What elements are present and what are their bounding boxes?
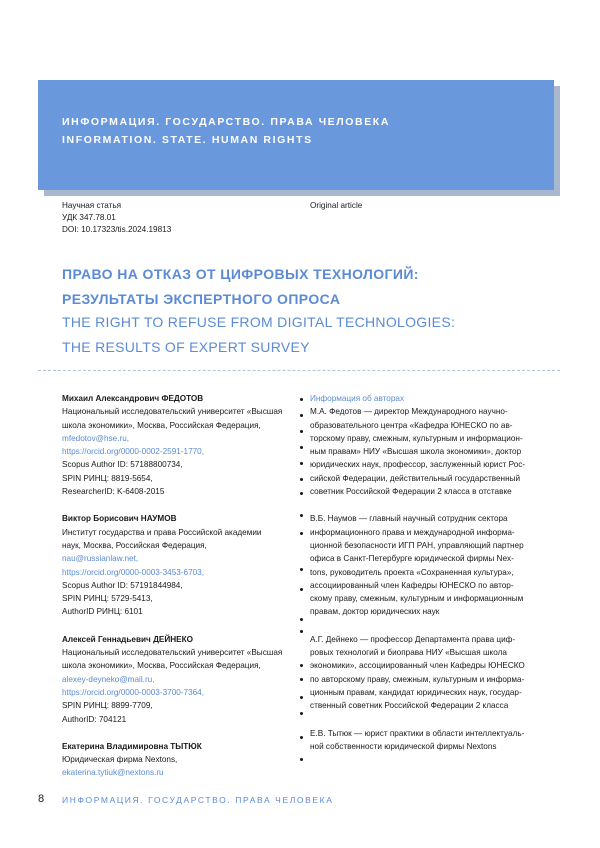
separator-dot	[300, 532, 303, 535]
author-info-column	[310, 392, 554, 767]
separator-dot	[300, 414, 303, 417]
doi: DOI: 10.17323/tis.2024.19813	[62, 225, 172, 234]
authors-column	[62, 392, 290, 794]
separator-dot	[300, 712, 303, 715]
bio-line: офиса в Санкт-Петербурге юридической фирмы Nex-	[310, 554, 514, 564]
author-block	[62, 512, 290, 618]
bio-line: tons, руководитель проекта «Сохраненная культура»,	[310, 567, 514, 577]
separator-dot	[300, 758, 303, 761]
article-type-en: Original article	[310, 201, 363, 210]
article-meta	[62, 200, 171, 236]
banner-title-en: INFORMATION. STATE. HUMAN RIGHTS	[62, 134, 313, 146]
page-number: 8	[38, 793, 45, 805]
author-link[interactable]: https://orcid.org/0000-0003-3700-7364,	[62, 687, 205, 697]
separator-dot	[300, 446, 303, 449]
author-link[interactable]: https://orcid.org/0000-0002-2591-1770,	[62, 447, 205, 457]
separator-dot	[300, 588, 303, 591]
divider-rule	[38, 370, 560, 371]
udk: УДК 347.78.01	[62, 213, 116, 222]
separator-dot	[300, 568, 303, 571]
footer-journal-title: ИНФОРМАЦИЯ. ГОСУДАРСТВО. ПРАВА ЧЕЛОВЕКА	[62, 795, 334, 805]
author-link[interactable]: https://orcid.org/0000-0003-3453-6703,	[62, 567, 205, 577]
author-detail: AuthorID РИНЦ: 6101	[62, 607, 143, 617]
separator-dot	[300, 678, 303, 681]
author-detail: SPIN РИНЦ: 8899-7709,	[62, 701, 153, 711]
bio-line: ционным правам, кандидат юридических наук, государ-	[310, 687, 522, 697]
author-name: Екатерина Владимировна ТЫТЮК	[62, 741, 202, 751]
bio-line: юридических наук, профессор, заслуженный юрист Рос-	[310, 460, 526, 470]
title-en-line2: THE RESULTS OF EXPERT SURVEY	[62, 339, 310, 355]
author-block	[62, 740, 290, 780]
bio-line: ной собственности юридической фирмы Nextons	[310, 741, 497, 751]
separator-dot	[300, 478, 303, 481]
separator-dot	[300, 398, 303, 401]
bio-line: советник Российской Федерации 2 класса в отставке	[310, 487, 512, 497]
article-type-ru: Научная статья	[62, 201, 122, 210]
author-info-heading: Информация об авторах	[310, 394, 405, 403]
author-block	[62, 633, 290, 726]
author-link[interactable]: mfedotov@hse.ru,	[62, 433, 130, 443]
author-detail: Scopus Author ID: 57191844984,	[62, 580, 183, 590]
separator-dot	[300, 696, 303, 699]
separator-dot	[300, 618, 303, 621]
author-name: Михаил Александрович ФЕДОТОВ	[62, 394, 204, 403]
bio-line: скому праву, смежным, культурным и информационным	[310, 594, 524, 604]
separator-dot	[300, 430, 303, 433]
author-bio	[310, 512, 554, 618]
author-bio	[310, 633, 554, 713]
author-detail: наук, Москва, Российская Федерация,	[62, 540, 207, 550]
bio-line: ционной безопасности ИГП РАН, управляющий партнер	[310, 540, 524, 550]
author-detail: школа экономики», Москва, Российская Федерация,	[62, 661, 261, 671]
author-detail: Национальный исследовательский университет «Высшая	[62, 648, 283, 658]
bio-line: ственный советник Российской Федерации 2 класса	[310, 701, 509, 711]
author-detail: Юридическая фирма Nextons,	[62, 755, 178, 765]
author-link[interactable]: ekaterina.tytiuk@nextons.ru	[62, 768, 164, 778]
banner-title-ru: ИНФОРМАЦИЯ. ГОСУДАРСТВО. ПРАВА ЧЕЛОВЕКА	[62, 116, 391, 128]
separator-dot	[300, 514, 303, 517]
bio-line: ровых технологий и биоправа НИУ «Высшая школа	[310, 648, 507, 658]
title-ru-line2: РЕЗУЛЬТАТЫ ЭКСПЕРТНОГО ОПРОСА	[62, 291, 341, 307]
author-detail: SPIN РИНЦ: 5729-5413,	[62, 594, 153, 604]
bio-line: правам, доктор юридических наук	[310, 607, 440, 617]
bio-line: информационного права и международной информа-	[310, 527, 515, 537]
separator-dot	[300, 736, 303, 739]
bio-line: ным правам» НИУ «Высшая школа экономики», доктор	[310, 447, 522, 457]
bio-line: сийской Федерации, действительный государственный	[310, 473, 521, 483]
bio-line: образовательного центра «Кафедра ЮНЕСКО по ав-	[310, 420, 513, 430]
author-name: Алексей Геннадьевич ДЕЙНЕКО	[62, 634, 193, 644]
author-detail: школа экономики», Москва, Российская Федерация,	[62, 420, 261, 430]
author-bio	[310, 405, 554, 498]
bio-line: Е.В. Тытюк — юрист практики в области интеллектуаль-	[310, 728, 525, 738]
author-detail: Scopus Author ID: 57188800734,	[62, 460, 183, 470]
separator-dot	[300, 492, 303, 495]
bio-line: М.А. Федотов — директор Международного научно-	[310, 407, 508, 417]
author-detail: Национальный исследовательский университет «Высшая	[62, 407, 283, 417]
bio-line: ассоциированный член Кафедры ЮНЕСКО по автор-	[310, 580, 514, 590]
separator-dot	[300, 630, 303, 633]
author-block	[62, 392, 290, 498]
title-ru-line1: ПРАВО НА ОТКАЗ ОТ ЦИФРОВЫХ ТЕХНОЛОГИЙ:	[62, 266, 419, 282]
author-link[interactable]: alexey-deyneko@mail.ru,	[62, 674, 155, 684]
bio-line: А.Г. Дейнеко — профессор Департамента права циф-	[310, 634, 516, 644]
title-en	[62, 310, 542, 360]
author-detail: Институт государства и права Российской академии	[62, 527, 262, 537]
separator-dot	[300, 462, 303, 465]
author-name: Виктор Борисович НАУМОВ	[62, 514, 177, 524]
bio-line: торскому праву, смежным, культурным и информацион-	[310, 433, 523, 443]
title-en-line1: THE RIGHT TO REFUSE FROM DIGITAL TECHNOLOGIES:	[62, 314, 456, 330]
section-banner	[38, 80, 554, 190]
bio-line: экономики», ассоциированный член Кафедры ЮНЕСКО	[310, 661, 525, 671]
bio-line: по авторскому праву, смежным, культурным и информа-	[310, 674, 525, 684]
title-ru	[62, 262, 542, 312]
separator-dot	[300, 664, 303, 667]
author-detail: ResearcherID: K-6408-2015	[62, 487, 165, 497]
author-link[interactable]: nau@russianlaw.net,	[62, 554, 139, 564]
author-bio	[310, 727, 554, 754]
author-detail: SPIN РИНЦ: 8819-5654,	[62, 473, 153, 483]
author-detail: AuthorID: 704121	[62, 714, 127, 724]
bio-line: В.Б. Наумов — главный научный сотрудник сектора	[310, 514, 508, 524]
